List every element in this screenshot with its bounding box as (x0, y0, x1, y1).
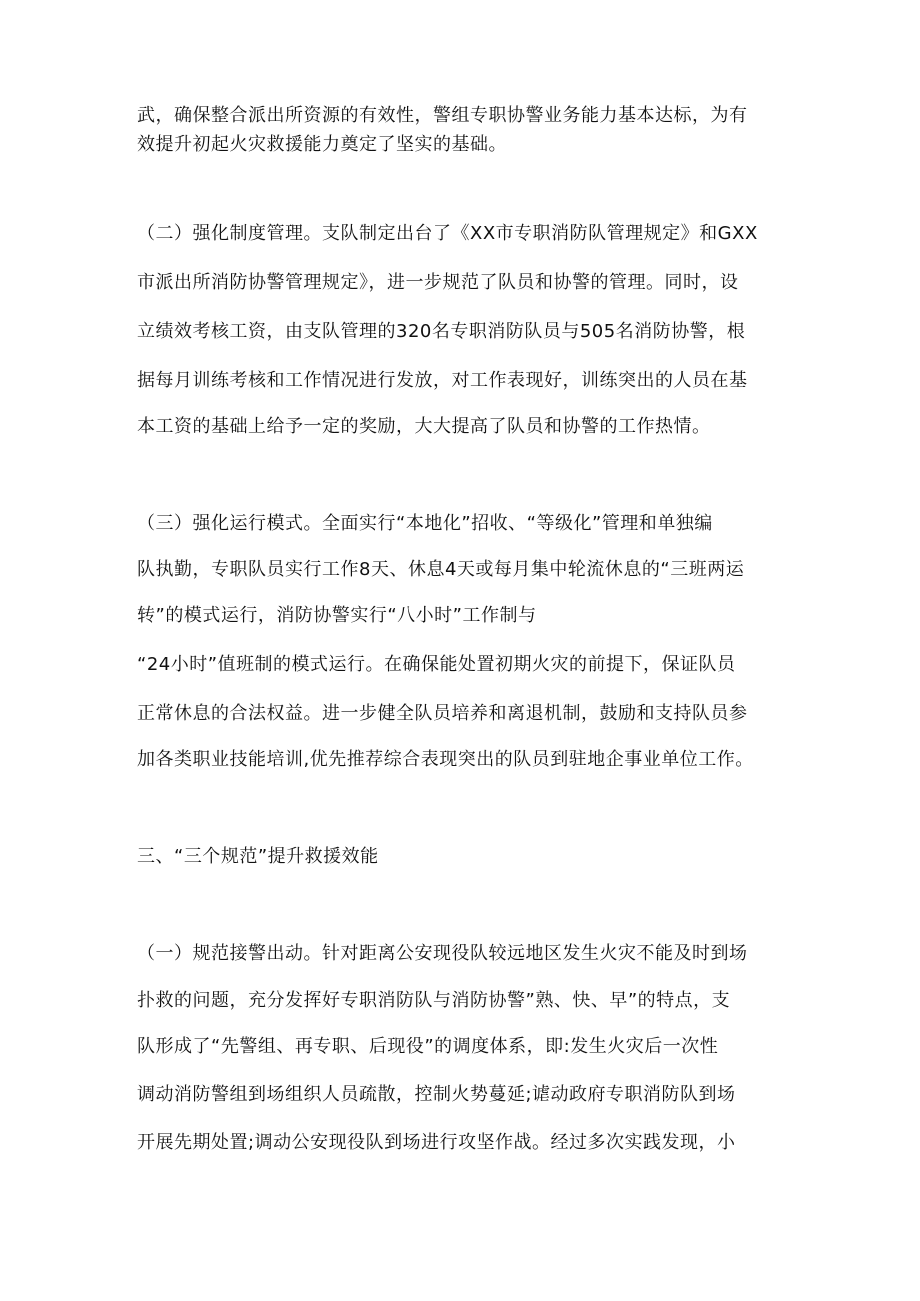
paragraph-line: “24小时”值班制的模式运行。在确保能处置初期火灾的前提下，保证队员 (137, 654, 736, 675)
paragraph-line: 据每月训练考核和工作情况进行发放，对工作表现好，训练突出的人员在基 (137, 370, 748, 391)
paragraph-line: 开展先期处置;调动公安现役队到场进行攻坚作战。经过多次实践发现，小 (137, 1132, 736, 1153)
paragraph-line: （二）强化制度管理。支队制定出台了《XX市专职消防队管理规定》和GXX (137, 223, 758, 244)
paragraph-line: 加各类职业技能培训,优先推荐综合表现突出的队员到驻地企事业单位工作。 (137, 749, 754, 770)
paragraph-line: （三）强化运行模式。全面实行“本地化”招收、“等级化”管理和单独编 (137, 513, 713, 534)
paragraph-line: 武，确保整合派出所资源的有效性，警组专职协警业务能力基本达标，为有 (137, 105, 748, 126)
paragraph-line: （一）规范接警出动。针对距离公安现役队较远地区发生火灾不能及时到场 (137, 943, 748, 964)
paragraph-line: 效提升初起火灾救援能力奠定了坚实的基础。 (137, 134, 507, 155)
paragraph-line: 市派出所消防协警管理规定》，进一步规范了队员和协警的管理。同时，设 (137, 272, 739, 293)
section-heading: 三、“三个规范”提升救援效能 (137, 846, 379, 867)
paragraph-line: 转”的模式运行，消防协警实行“八小时”工作制与 (137, 605, 537, 626)
paragraph-line: 队形成了“先警组、再专职、后现役”的调度体系，即:发生火灾后一次性 (137, 1036, 719, 1057)
paragraph-line: 本工资的基础上给予一定的奖励，大大提高了队员和协警的工作热情。 (137, 416, 711, 437)
paragraph-line: 正常休息的合法权益。进一步健全队员培养和离退机制，鼓励和支持队员参 (137, 703, 748, 724)
paragraph-line: 队执勤，专职队员实行工作8天、休息4天或每月集中轮流休息的“三班两运 (137, 559, 745, 580)
paragraph-line: 扑救的问题，充分发挥好专职消防队与消防协警”熟、快、早”的特点，支 (137, 990, 731, 1011)
paragraph-line: 立绩效考核工资，由支队管理的320名专职消防队员与505名消防协警，根 (137, 321, 746, 342)
paragraph-line: 调动消防警组到场组织人员疏散，控制火势蔓延;谑动政府专职消防队到场 (137, 1084, 736, 1105)
